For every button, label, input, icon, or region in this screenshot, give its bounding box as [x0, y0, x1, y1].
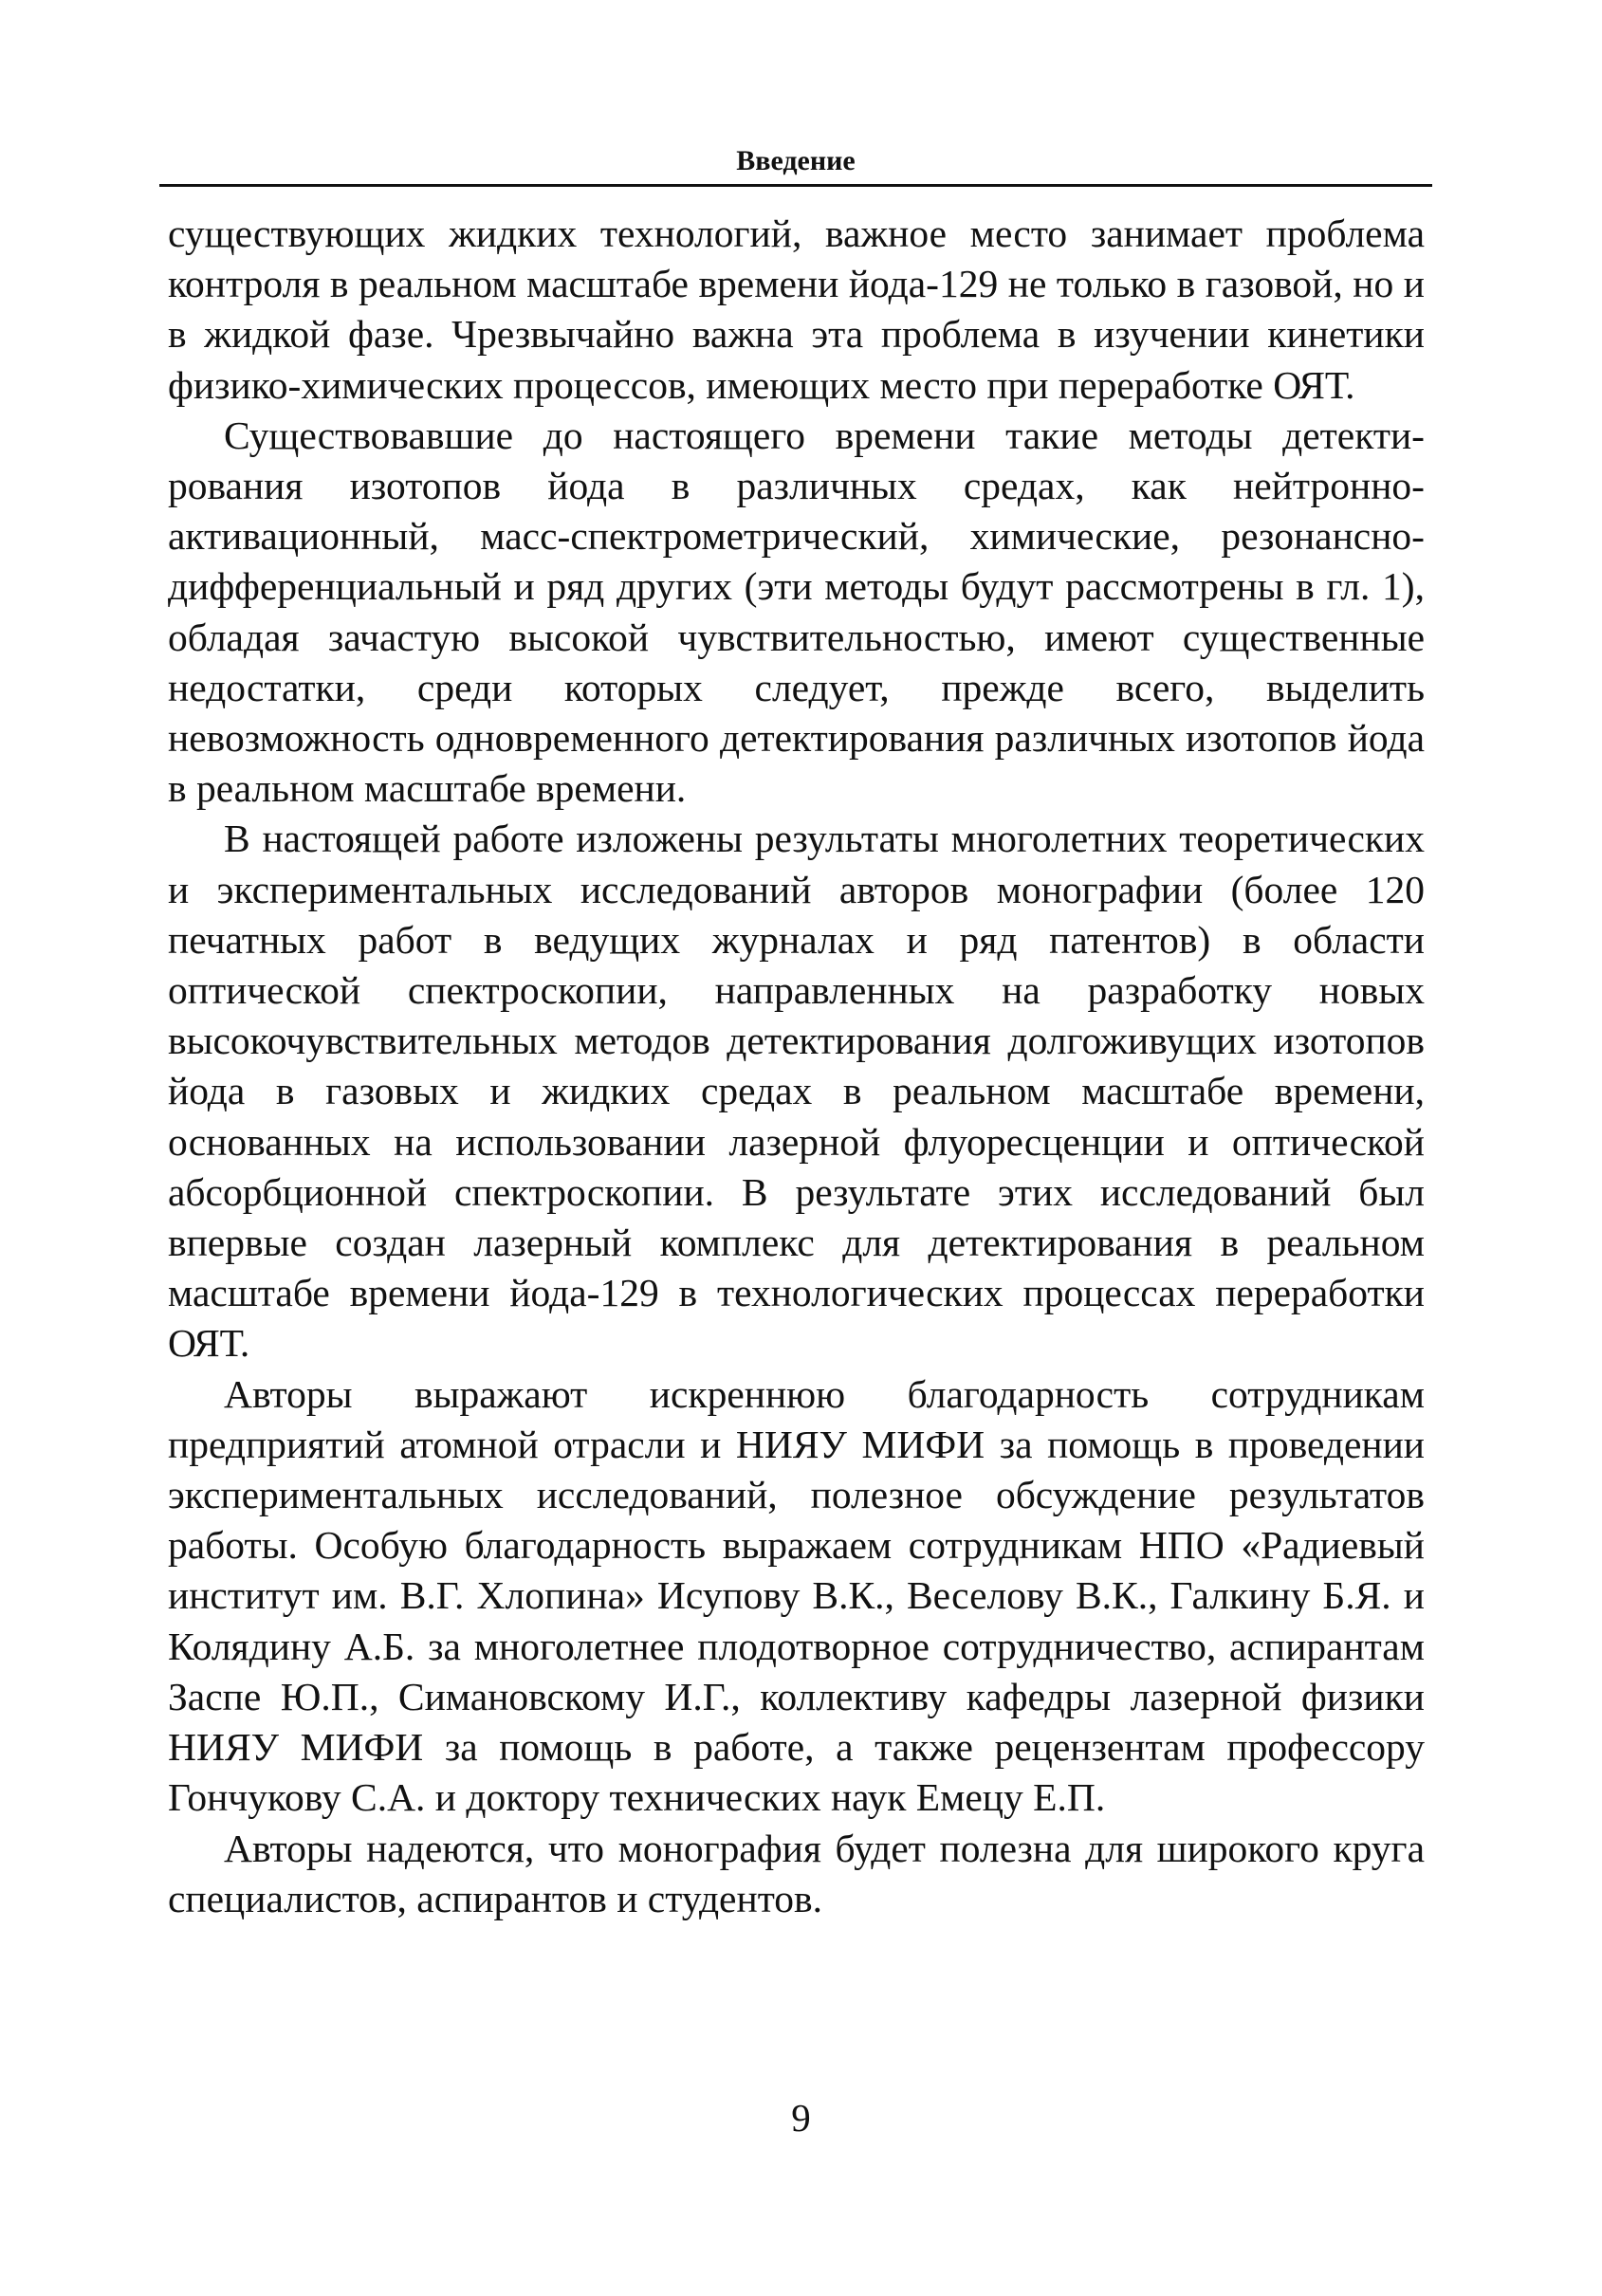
- paragraph-closing: Авторы надеются, что монография будет полезна для широкого круга специалистов, аспирантов и студентов.: [168, 1826, 1425, 1920]
- body-text: [168, 209, 1425, 1924]
- page-number: 9: [791, 2096, 811, 2140]
- paragraph-acknowledgements: Авторы выражают искреннюю благодарность сотрудникам предприятий атомной отрасли и НИЯУ МИФИ за помощь в проведении экспериментальных исследований, полезное обсуждение результатов работы. Особую благодарность выражаем сотрудникам НПО «Радиевый институт им. В.Г. Хлопина» Исупову В.К., Веселову В.К., Галкину Б.Я. и Колядину А.Б. за многолетнее плодотворное сотрудничество, аспирантам Заспе Ю.П., Симановскому И.Г., коллективу кафедры лазерной физики НИЯУ МИФИ за помощь в работе, а также рецензентам профессору Гончукову С.А. и доктору технических наук Емецу Е.П.: [168, 1371, 1425, 1820]
- paragraph-detection-methods: Существовавшие до настоящего времени такие методы детектирования изотопов йода в различных средах, как нейтронно-активационный, масс-спектрометрический, химические, резонансно-дифференциальный и ряд других (эти методы будут рассмотрены в гл. 1), обладая зачастую высокой чувствительностью, имеют существенные недостатки, среди которых следует, прежде всего, выделить невозможность одновременного детектирования различных изотопов йода в реальном масштабе времени.: [168, 413, 1425, 811]
- paragraph-continuation: существующих жидких технологий, важное место занимает проблема контроля в реальном масштабе времени йода-129 не только в газовой, но и в жидкой фазе. Чрезвычайно важна эта проблема в изучении кинетики физико-химических процессов, имеющих место при переработке ОЯТ.: [168, 211, 1425, 407]
- header-rule: [159, 184, 1432, 187]
- paragraph-research-results: В настоящей работе изложены результаты многолетних теоретических и экспериментальных исследований авторов монографии (более 120 печатных работ в ведущих журналах и ряд патентов) в области оптической спектроскопии, направленных на разработку новых высокочувствительных методов детектирования долгоживущих изотопов йода в газовых и жидких средах в реальном масштабе времени, основанных на использовании лазерной флуоресценции и оптической абсорбционной спектроскопии. В результате этих исследований был впервые создан лазерный комплекс для детектирования в реальном масштабе времени йода-129 в технологических процессах переработки ОЯТ.: [168, 817, 1425, 1366]
- running-header: Введение: [736, 145, 856, 176]
